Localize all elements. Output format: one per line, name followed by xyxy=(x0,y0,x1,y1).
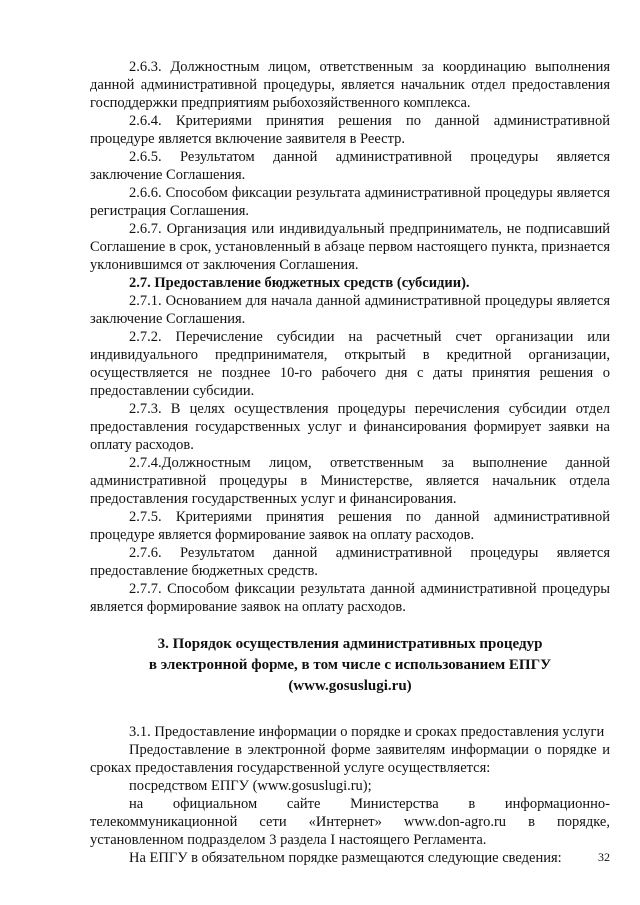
document-page xyxy=(90,58,610,867)
paragraph-2-6-3: 2.6.3. Должностным лицом, ответственным за координацию выполнения данной административной процедуры, является начальник отдел предоставления господдержки предприятиям рыбохозяйственного комплекса. xyxy=(90,59,610,111)
paragraph-2-6-5: 2.6.5. Результатом данной административной процедуры является заключение Соглашения. xyxy=(90,149,610,183)
paragraph-3-1-epgu-info: На ЕПГУ в обязательном порядке размещаются следующие сведения: xyxy=(129,850,562,866)
paragraph-2-6-4: 2.6.4. Критериями принятия решения по данной административной процедуре является включение заявителя в Реестр. xyxy=(90,113,610,147)
paragraph-2-7-3: 2.7.3. В целях осуществления процедуры перечисления субсидии отдел предоставления государственных услуг и финансирования формирует заявки на оплату расходов. xyxy=(90,401,610,453)
paragraph-2-6-6: 2.6.6. Способом фиксации результата административной процедуры является регистрация Соглашения. xyxy=(90,185,610,219)
paragraph-2-7-4: 2.7.4.Должностным лицом, ответственным за выполнение данной административной процедуры в Министерстве, является начальник отдела предоставления государственных услуг и финансирования. xyxy=(90,455,610,507)
section-heading-line-3: (www.gosuslugi.ru) xyxy=(288,678,412,694)
section-heading-3 xyxy=(90,634,610,697)
paragraph-2-6-7: 2.6.7. Организация или индивидуальный предприниматель, не подписавший Соглашение в срок, установленный в абзаце первом настоящего пункта, признается уклонившимся от заключения Соглашения. xyxy=(90,221,610,273)
subsection-title-2-7: 2.7. Предоставление бюджетных средств (субсидии). xyxy=(129,275,470,291)
section-heading-line-2: в электронной форме, в том числе с использованием ЕПГУ xyxy=(148,657,552,673)
paragraph-2-7-6: 2.7.6. Результатом данной административной процедуры является предоставление бюджетных средств. xyxy=(90,545,610,579)
paragraph-2-7-2: 2.7.2. Перечисление субсидии на расчетный счет организации или индивидуального предпринимателя, открытый в кредитной организации, осуществляется не позднее 10-го рабочего дня с даты принятия решения о предоставлении субсидии. xyxy=(90,329,610,399)
paragraph-2-7-5: 2.7.5. Критериями принятия решения по данной административной процедуре является формирование заявок на оплату расходов. xyxy=(90,509,610,543)
page-number: 32 xyxy=(598,850,610,864)
paragraph-3-1-website: на официальном сайте Министерства в информационно-телекоммуникационной сети «Интернет» www.don-agro.ru в порядке, установленном подразделом 3 раздела I настоящего Регламента. xyxy=(90,796,610,848)
section-heading-line-1: 3. Порядок осуществления административных процедур xyxy=(157,636,543,652)
paragraph-3-1-intro: Предоставление в электронной форме заявителям информации о порядке и сроках предоставления государственной услуге осуществляется: xyxy=(90,742,610,776)
paragraph-2-7-1: 2.7.1. Основанием для начала данной административной процедуры является заключение Соглашения. xyxy=(90,293,610,327)
paragraph-2-7-7: 2.7.7. Способом фиксации результата данной административной процедуры является формирование заявок на оплату расходов. xyxy=(90,581,610,615)
paragraph-3-1-gosuslugi: посредством ЕПГУ (www.gosuslugi.ru); xyxy=(129,778,372,794)
paragraph-3-1: 3.1. Предоставление информации о порядке и сроках предоставления услуги xyxy=(129,724,605,740)
